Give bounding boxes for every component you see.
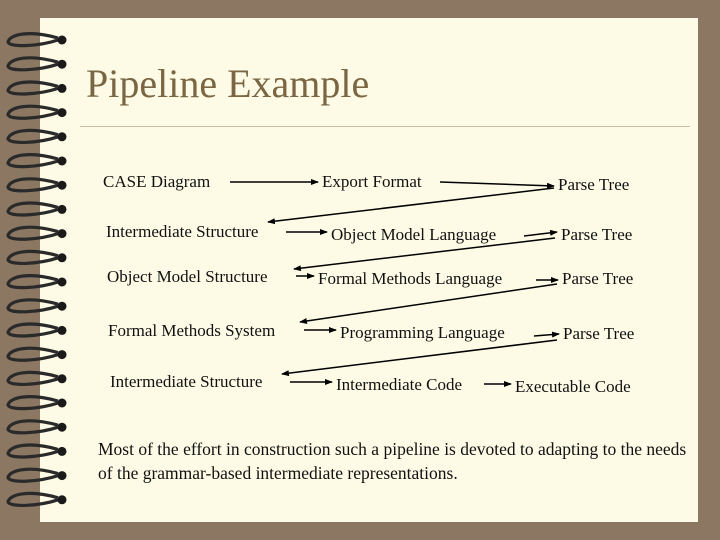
row4-col2: Programming Language [340, 323, 505, 342]
row1-col2: Export Format [322, 172, 422, 191]
row2-col2: Object Model Language [331, 225, 497, 244]
row5-col3: Executable Code [515, 377, 631, 396]
arrow-2 [440, 182, 554, 186]
row2-col3: Parse Tree [561, 225, 633, 244]
row3-col2: Formal Methods Language [318, 269, 503, 288]
arrow-12 [282, 340, 557, 374]
arrow-5 [524, 232, 557, 236]
arrow-3 [268, 188, 554, 222]
arrow-9 [300, 284, 557, 322]
row1-col3: Parse Tree [558, 175, 630, 194]
body-paragraph: Most of the effort in construction such a pipeline is devoted to adapting to the needs of the grammar-based intermediate representations. [98, 439, 687, 483]
row2-col1: Intermediate Structure [106, 222, 259, 241]
slide-title: Pipeline Example [86, 61, 370, 106]
row4-col1: Formal Methods System [108, 321, 276, 340]
row3-col1: Object Model Structure [107, 267, 268, 286]
row4-col3: Parse Tree [563, 324, 635, 343]
arrow-6 [294, 238, 555, 269]
row3-col3: Parse Tree [562, 269, 634, 288]
arrow-11 [534, 334, 559, 336]
row5-col2: Intermediate Code [336, 375, 463, 394]
row1-col1: CASE Diagram [103, 172, 211, 191]
row5-col1: Intermediate Structure [110, 372, 263, 391]
